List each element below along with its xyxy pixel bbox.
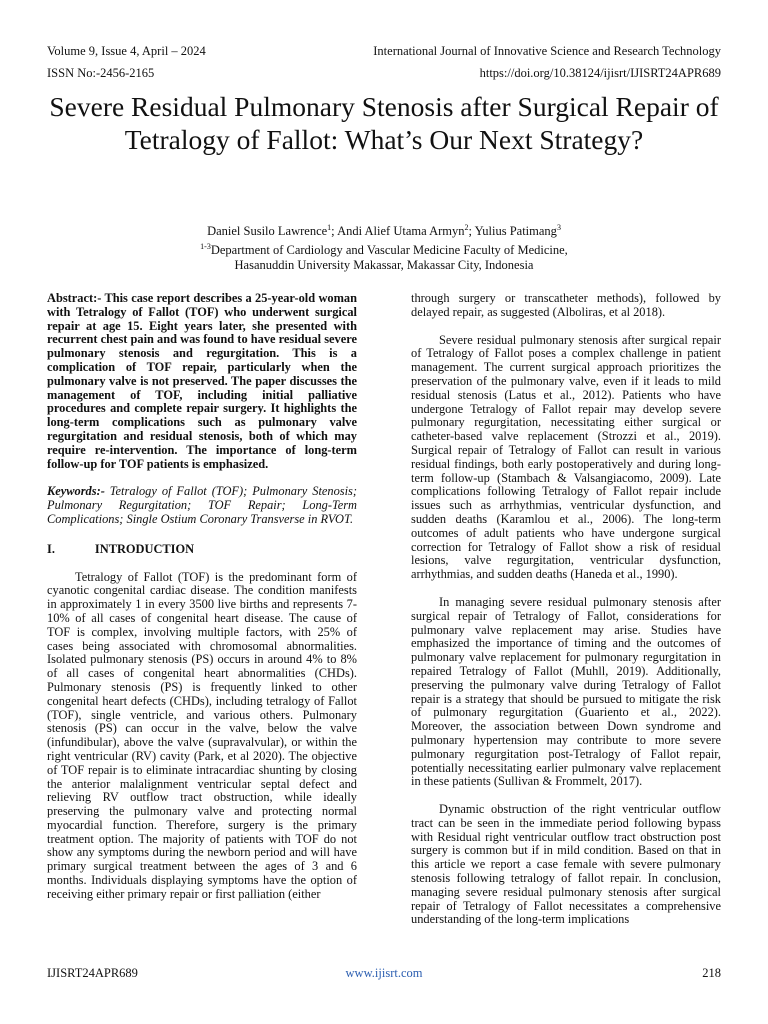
paper-title: Severe Residual Pulmonary Stenosis after Surgical Repair of Tetralogy of Fallot: What’s Our Next Strategy? bbox=[49, 91, 719, 155]
intro-paragraph: Tetralogy of Fallot (TOF) is the predominant form of cyanotic congenital cardiac disease. The condition manifests in approximately 1 in every 3500 live births and represents 7-10% of all cases of congenital heart disease. The cause of TOF is complex, involving multiple factors, with 25% of cases being associated with chromosomal abnormalities. Isolated pulmonary stenosis (PS) occurs in around 4% to 8% of all cases of congenital heart abnormalities (CHDs). Pulmonary stenosis (PS) is frequently linked to other congenital heart defects (CHDs), including tetralogy of Fallot (TOF), single ventricle, and various others. Pulmonary stenosis (PS) can occur in the valve, below the valve (infundibular), above the valve (supravalvular), or within the right ventricular (RV) cavity (Park, et al 2020). The objective of TOF repair is to eliminate intracardiac shunting by closing the anterior malalignment ventricular septal defect and relieving RV outflow tract obstruction, while ideally preserving the pulmonary valve and protecting normal myocardial function. Therefore, surgery is the primary treatment option. The majority of patients with TOF do not show any symptoms during the newborn period and will have primary surgical treatment between the ages of 3 and 6 months. Individuals displaying symptoms have the option of receiving either primary repair or first palliation (either bbox=[47, 569, 357, 901]
section-title: INTRODUCTION bbox=[94, 541, 195, 556]
footer-website-link[interactable]: www.ijisrt.com bbox=[345, 966, 423, 980]
affiliation-text-1: Department of Cardiology and Vascular Medicine Faculty of Medicine, bbox=[210, 243, 568, 258]
volume-info: Volume 9, Issue 4, April – 2024 bbox=[47, 44, 206, 58]
section-heading bbox=[47, 543, 357, 557]
abstract: Abstract:- This case report describes a 25-year-old woman with Tetralogy of Fallot (TOF) who underwent surgical repair at age 15. Eight years later, she presented with recurrent chest pain and was found to have residual severe pulmonary stenosis and regurgitation. This is a complication of TOF repair, particularly when the pulmonary valve is not preserved. The paper discusses the management of TOF, including initial palliative procedures and complete repair surgery. It highlights the long-term complications such as pulmonary valve regurgitation and residual stenosis, both of which may require re-intervention. The importance of long-term follow-up for TOF patients is emphasized. bbox=[47, 291, 357, 471]
left-column bbox=[47, 292, 357, 902]
section-number: I. bbox=[47, 541, 55, 556]
right-paragraph-2: Severe residual pulmonary stenosis after surgical repair of Tetralogy of Fallot poses a complex challenge in patient management. The current surgical approach prioritizes the preservation of the pulmonary valve, even if it leads to mild residual stenosis (Latus et al., 2012). Patients who have undergone Tetralogy of Fallot repair may develop severe pulmonary regurgitation, necessitating either surgical or catheter-based valve replacement (Strozzi et al., 2019). Surgical repair of Tetralogy of Fallot can result in various residual findings, both early postoperatively and during long-term follow-up (Stambach & Valsangiacomo, 2009). Late complications following Tetralogy of Fallot repair include issues such as arrhythmias, ventricular dysfunction, and sudden deaths (Karamlou et al., 2006). The long-term outcomes of adult patients who have undergone surgical correction for Tetralogy of Fallot show a risk of residual lesions, valve regurgitation, ventricular dysfunction, arrhythmias, and sudden deaths (Haneda et al., 1990). bbox=[411, 332, 721, 582]
right-paragraph-4: Dynamic obstruction of the right ventricular outflow tract can be seen in the immediate period following bypass with Residual right ventricular outflow tract obstruction post surgery is common but if in mild condition. Based on that in this article we report a case female with severe pulmonary stenosis following tetralogy of fallot repair. In conclusion, managing severe residual pulmonary stenosis after surgical repair of Tetralogy of Fallot necessitates a comprehensive understanding of the long-term implications bbox=[411, 802, 721, 927]
right-paragraph-1: through surgery or transcatheter methods), followed by delayed repair, as suggested (Alboliras, et al 2018). bbox=[411, 291, 721, 319]
affiliation-line-1 bbox=[40, 239, 728, 258]
authors-block bbox=[40, 220, 728, 273]
author-3-sup: 3 bbox=[556, 223, 561, 232]
affiliation-line-2: Hasanuddin University Makassar, Makassar City, Indonesia bbox=[234, 258, 534, 273]
author-1-sup: 1 bbox=[327, 223, 332, 232]
doi-link[interactable]: https://doi.org/10.38124/ijisrt/IJISRT24APR689 bbox=[479, 66, 721, 80]
journal-name: International Journal of Innovative Science and Research Technology bbox=[373, 44, 721, 58]
affiliation-sup: 1-3 bbox=[200, 242, 211, 252]
author-3: ; Yulius Patimang bbox=[468, 224, 557, 239]
author-list bbox=[40, 220, 728, 239]
right-column bbox=[411, 292, 721, 927]
author-2: ; Andi Alief Utama Armyn bbox=[331, 224, 465, 239]
keywords-label: Keywords:- bbox=[47, 484, 105, 499]
author-1: Daniel Susilo Lawrence bbox=[207, 224, 328, 239]
keywords bbox=[47, 485, 357, 526]
issn: ISSN No:-2456-2165 bbox=[47, 66, 155, 80]
author-2-sup: 2 bbox=[464, 223, 469, 232]
page-number: 218 bbox=[702, 966, 721, 980]
keywords-text: Tetralogy of Fallot (TOF); Pulmonary Stenosis; Pulmonary Regurgitation; TOF Repair; Long-Term Complications; Single Ostium Coronary Transverse in RVOT. bbox=[47, 484, 357, 526]
right-paragraph-3: In managing severe residual pulmonary stenosis after surgical repair of Tetralogy of Fallot, considerations for pulmonary valve replacement may arise. Studies have emphasized the importance of timing and the outcomes of pulmonary valve replacement for pulmonary regurgitation in repaired Tetralogy of Fallot (Muhll, 2019). Additionally, preserving the pulmonary valve during Tetralogy of Fallot repair is a strategy that should be pursued to mitigate the risk of pulmonary regurgitation (Guariento et al., 2022). Moreover, the association between Down syndrome and pulmonary hypertension may contribute to more severe pulmonary regurgitation post-Tetralogy of Fallot repair, potentially necessitating earlier pulmonary valve replacement in these patients (Sullivan & Frommelt, 2017). bbox=[411, 594, 721, 789]
footer-id: IJISRT24APR689 bbox=[47, 966, 138, 980]
